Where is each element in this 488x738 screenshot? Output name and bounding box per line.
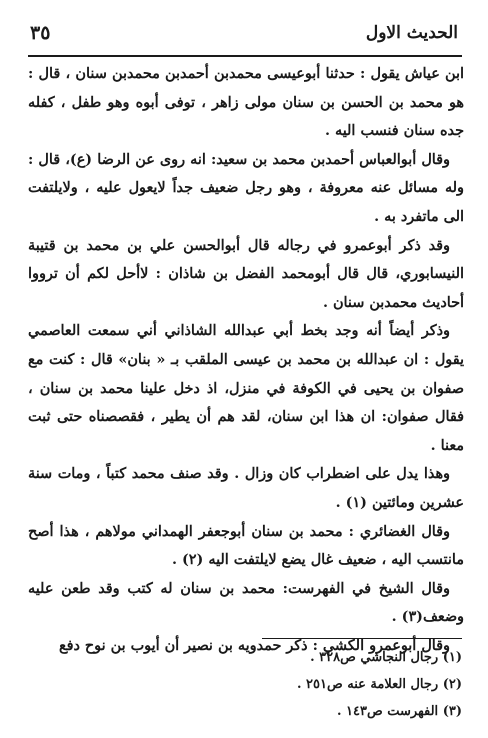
main-text	[28, 60, 464, 660]
paragraph-5: وهذا يدل على اضطراب كان وزال . وقد صنف محمد كتباً ، ومات سنة عشرين ومائتين (١) .	[28, 465, 464, 511]
footnote-2: (٢) رجال العلامة عنه ص٢٥١ .	[296, 677, 462, 692]
footnote-1: (١) رجال النجاشي ص٣٢٨ .	[310, 650, 462, 665]
header-rule	[28, 55, 462, 57]
paragraph-2: وقال أبوالعباس أحمدبن محمد بن سعيد: انه روى عن الرضا (ع)، قال : وله مسائل عنه معروفة ، وهو رجل ضعيف جداً لايعول عليه ، ولايلتفت الى ماتفرد به .	[28, 150, 464, 225]
page-number: ٣٥	[30, 22, 51, 44]
footnote-rule	[262, 638, 462, 639]
paragraph-6: وقال الغضائري : محمد بن سنان أبوجعفر الهمداني مولاهم ، هذا أصح مانتسب اليه ، ضعيف غال يضع لايلتفت اليه (٢) .	[28, 522, 464, 569]
footnotes	[120, 644, 462, 725]
page-header	[30, 18, 458, 48]
footnote-3: (٣) الفهرست ص١٤٣ .	[336, 704, 462, 719]
paragraph-4: وذكر أيضاً أنه وجد بخط أبي عبدالله الشاذاني أني سمعت العاصمي يقول : ان عبدالله بن محمد بن عيسى الملقب بـ « بنان» قال : كنت مع صفوان بن يحيى في الكوفة في منزل، اذ دخل علينا محمد بن سنان ، فقال صفوان: ان هذا ابن سنان، لقد هم أن يطير ، فقصصناه حتى ثبت معنا .	[28, 322, 464, 454]
running-title: الحديث الاول	[365, 23, 458, 43]
paragraph-3: وقد ذكر أبوعمرو في رجاله قال أبوالحسن علي بن محمد بن قتيبة النيسابوري، قال قال أبومحمد الفضل بن شاذان : لاأحل لكم أن ترووا أحاديث محمدبن سنان .	[28, 236, 464, 311]
paragraph-1: ابن عياش يقول : حدثنا أبوعيسى محمدبن أحمدبن محمدبن سنان ، قال : هو محمد بن الحسن بن سنان مولى زاهر ، توفى أبوه وهو طفل ، كفله جده سنان فنسب اليه .	[28, 65, 464, 140]
paragraph-7: وقال الشيخ في الفهرست: محمد بن سنان له كتب وقد طعن عليه وضعف(٣) .	[28, 579, 464, 626]
paragraph-8: وقال أبوعمرو الكشي : ذكر حمدويه بن نصير أن أيوب بن نوح دفع	[58, 636, 450, 654]
